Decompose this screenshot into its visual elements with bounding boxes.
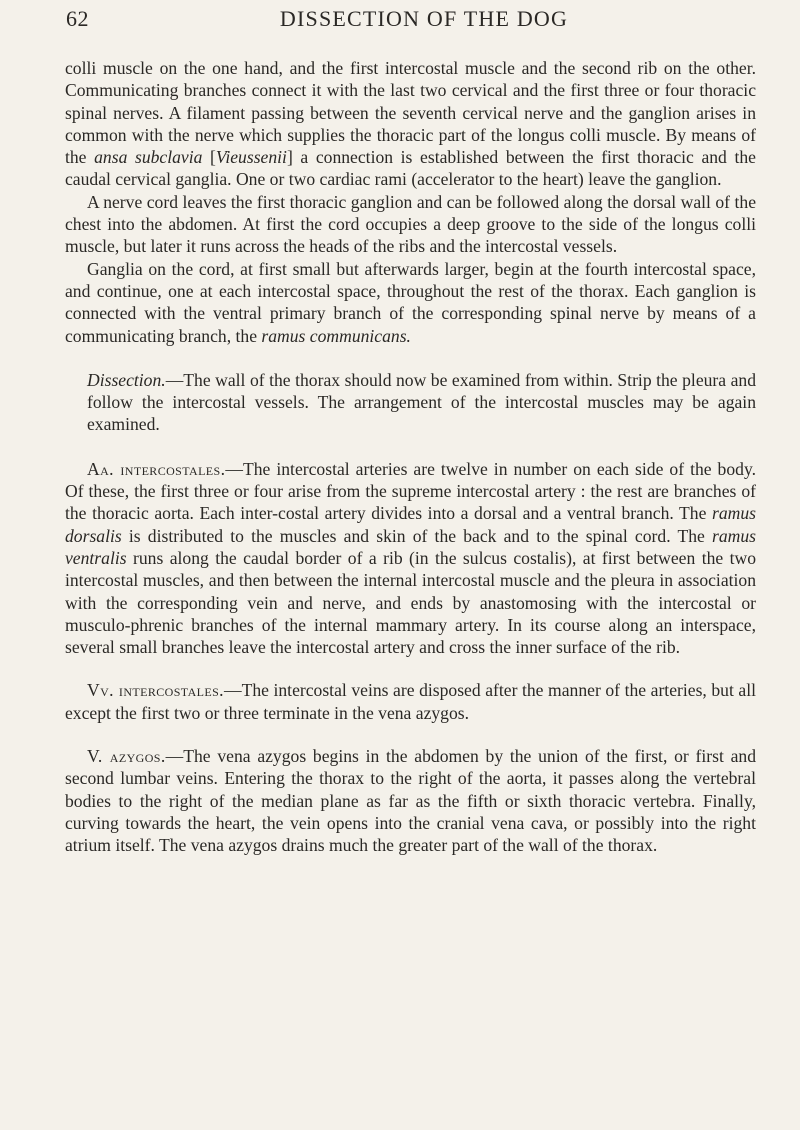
paragraph-nerve-cord: A nerve cord leaves the first thoracic ganglion and can be followed along the dorsal wall of the chest into the abdomen. At first the cord occupies a deep groove to the side of the longus colli muscle, but later it runs across the heads of the ribs and the intercostal vessels. — [65, 191, 756, 257]
italic-term: ramus communicans. — [261, 325, 411, 346]
paragraph-text: —The intercostal veins are disposed after the manner of the arteries, but all except the first two or three terminate in the vena azygos. — [65, 680, 757, 723]
page-header — [66, 6, 752, 36]
paragraph-text: —The vena azygos begins in the abdomen by the union of the first, or first and second lumbar veins. Entering the thorax to the right of the aorta, it passes along the vertebral bodies to the right of the median plane as far as the fifth or sixth thoracic vertebra. Finally, curving towards the heart, the vein opens into the cranial vena cava, or possibly into the right atrium itself. The vena azygos drains much the greater part of the wall of the thorax. — [65, 746, 756, 856]
paragraph-intercostal-veins — [65, 679, 756, 724]
section-label: V. azygos. — [87, 746, 166, 767]
paragraph-text: ] a connection is established between the first thoracic and the caudal cervical ganglia. One or two cardiac rami (accelerator to the heart) leave the ganglion. — [65, 147, 756, 190]
paragraph-text: —The intercostal arteries are twelve in number on each side of the body. Of these, the first three or four arise from the supreme intercostal artery : the rest are branches of the thoracic aorta. Each inter-costal artery divides into a dorsal and a ventral branch. The — [65, 458, 757, 524]
italic-term: ramus dorsalis — [65, 503, 756, 546]
section-label: Vv. intercostales. — [87, 680, 224, 701]
paragraph-ganglia — [65, 258, 756, 347]
paragraph-text: is distributed to the muscles and skin of the back and to the spinal cord. The — [121, 525, 712, 546]
paragraph-text: —The wall of the thorax should now be examined from within. Strip the pleura and follow the intercostal vessels. The arrangement of the intercostal muscles may be again examined. — [87, 369, 756, 435]
paragraph-text: [ — [202, 147, 216, 168]
paragraph-vena-azygos — [65, 745, 756, 856]
page-number: 62 — [66, 6, 89, 31]
body-text — [65, 57, 756, 857]
paragraph-intercostal-arteries — [65, 458, 756, 659]
paragraph-continuation — [65, 57, 756, 191]
paragraph-dissection — [65, 369, 756, 436]
paragraph-text: runs along the caudal border of a rib (in the sulcus costalis), at first between the two intercostal muscles, and then between the internal intercostal muscle and the pleura in association with the corresponding vein and nerve, and ends by anastomosing with the intercostal or musculo-phrenic branches of the internal mammary artery. In its course along an interspace, several small branches leave the intercostal artery and cross the inner surface of the rib. — [65, 547, 756, 658]
italic-term: Vieussenii — [215, 147, 287, 168]
section-label: Aa. intercostales. — [87, 458, 226, 479]
running-title: DISSECTION OF THE DOG — [279, 6, 569, 31]
paragraph-text: colli muscle on the one hand, and the first intercostal muscle and the second rib on the other. Communicating branches connect it with the last two cervical and the first three or four thoracic spinal nerves. A filament passing between the seventh cervical nerve and the ganglion arises in common with the nerve which supplies the thoracic part of the longus colli muscle. By means of the — [65, 58, 756, 168]
italic-term: ansa subclavia — [94, 147, 203, 168]
paragraph-text: Ganglia on the cord, at first small but afterwards larger, begin at the fourth intercostal space, and continue, one at each intercostal space, throughout the rest of the thorax. Each ganglion is connected with the ventral primary branch of the corresponding spinal nerve by means of a communicating branch, the — [65, 258, 756, 346]
section-label: Dissection. — [87, 369, 166, 390]
italic-term: ramus ventralis — [65, 525, 756, 568]
